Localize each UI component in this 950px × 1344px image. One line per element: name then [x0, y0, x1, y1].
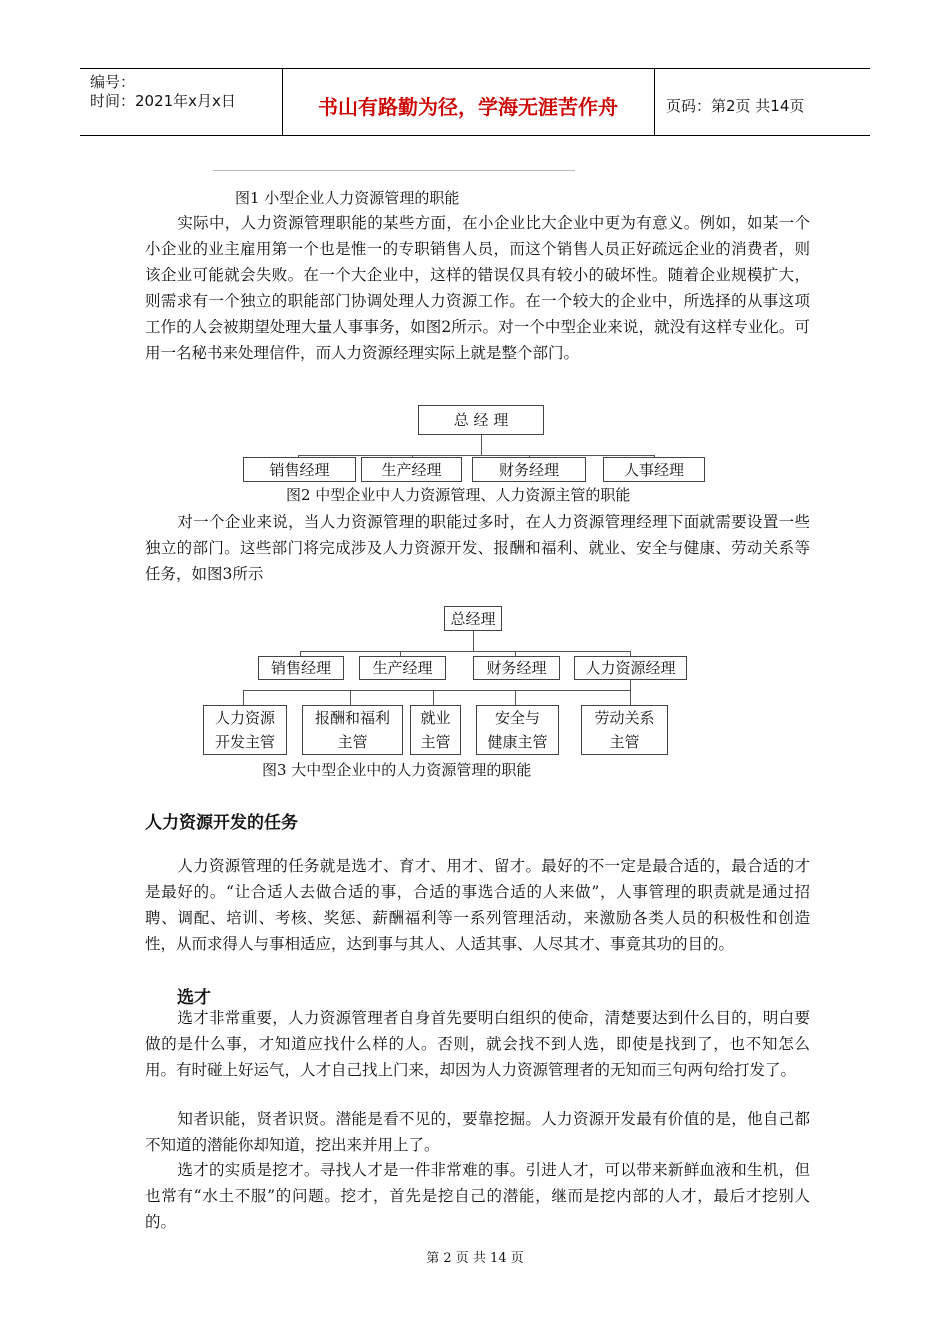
fig2-sales-manager-box: 销售经理 — [243, 457, 356, 482]
paragraph-3: 人力资源管理的任务就是选才、育才、用才、留才。最好的不一定是最合适的，最合适的才是最好的。“让合适人去做合适的事，合适的事选合适的人来做”，人事管理的职责就是通过招聘、调配、培训、考核、奖惩、薪酬福利等一系列管理活动，来激励各类人员的积极性和创造性，从而求得人与事相适应，达到事与其人、人适其事、人尽其才、事竟其功的目的。 — [145, 857, 810, 953]
header-divider-right — [654, 68, 655, 136]
section-title: 人力资源开发的任务 — [145, 813, 298, 833]
header-top-border — [80, 68, 870, 69]
header-time-label: 时间：2021年x月x日 — [90, 92, 236, 110]
figure3-caption: 图3 大中型企业中的人力资源管理的职能 — [262, 761, 532, 779]
fig3-hr-manager-box: 人力资源经理 — [574, 656, 687, 680]
fig3-labor-relations-box: 劳动关系 主管 — [581, 705, 668, 755]
fig3-connector — [473, 631, 474, 651]
fig3-connector — [243, 690, 244, 705]
fig2-personnel-manager-box: 人事经理 — [603, 457, 705, 482]
fig3-connector — [630, 680, 631, 690]
paragraph-2: 对一个企业来说，当人力资源管理的职能过多时，在人力资源管理经理下面就需要设置一些独立的部门。这些部门将完成涉及人力资源开发、报酬和福利、就业、安全与健康、劳动关系等任务，如图3所示 — [145, 513, 810, 583]
fig2-production-manager-box: 生产经理 — [361, 457, 462, 482]
subsection-title: 选才 — [177, 988, 211, 1008]
paragraph-5: 知者识能，贤者识贤。潜能是看不见的，要靠挖掘。人力资源开发最有价值的是，他自己都不知道的潜能你却知道，挖出来并用上了。 — [145, 1110, 810, 1154]
fig3-hr-development-box: 人力资源 开发主管 — [203, 705, 287, 755]
fig3-connector — [433, 690, 434, 705]
fig3-connector — [515, 690, 516, 705]
fig2-connector — [298, 455, 654, 456]
figure2-caption: 图2 中型企业中人力资源管理、人力资源主管的职能 — [286, 486, 631, 504]
fig3-connector — [243, 690, 630, 691]
fig2-connector — [481, 435, 482, 455]
fig3-connector — [630, 690, 631, 705]
fig3-general-manager-box: 总经理 — [444, 606, 502, 631]
figure1-rule — [213, 170, 575, 171]
fig3-sales-manager-box: 销售经理 — [258, 656, 344, 680]
figure1-caption: 图1 小型企业人力资源管理的职能 — [235, 189, 460, 207]
fig3-safety-health-box: 安全与 健康主管 — [476, 705, 559, 755]
fig2-finance-manager-box: 财务经理 — [472, 457, 586, 482]
fig3-employment-box: 就业 主管 — [410, 705, 461, 755]
header-bottom-border — [80, 135, 870, 136]
paragraph-4: 选才非常重要，人力资源管理者自身首先要明白组织的使命，清楚要达到什么目的，明白要做的是什么事，才知道应找什么样的人。否则，就会找不到人选，即使是找到了，也不知怎么用。有时碰上好运气，人才自己找上门来，却因为人力资源管理者的无知而三句两句给打发了。 — [145, 1009, 810, 1079]
fig3-finance-manager-box: 财务经理 — [473, 656, 560, 680]
fig2-general-manager-box: 总 经 理 — [418, 405, 544, 435]
fig3-connector — [350, 690, 351, 705]
header-page-info: 页码：第2页 共14页 — [666, 97, 805, 115]
fig3-production-manager-box: 生产经理 — [359, 656, 446, 680]
paragraph-6: 选才的实质是挖才。寻找人才是一件非常难的事。引进人才，可以带来新鲜血液和生机，但也常有“水土不服”的问题。挖才，首先是挖自己的潜能，继而是挖内部的人才，最后才挖别人的。 — [145, 1161, 810, 1231]
page-footer: 第 2 页 共 14 页 — [426, 1251, 524, 1266]
header-motto: 书山有路勤为径，学海无涯苦作舟 — [318, 95, 618, 119]
fig3-connector — [300, 651, 630, 652]
fig3-compensation-box: 报酬和福利 主管 — [302, 705, 403, 755]
header-number-label: 编号： — [90, 73, 136, 91]
paragraph-1: 实际中，人力资源管理职能的某些方面，在小企业比大企业中更为有意义。例如，如某一个小企业的业主雇用第一个也是惟一的专职销售人员，而这个销售人员正好疏远企业的消费者，则该企业可能就会失败。在一个大企业中，这样的错误仅具有较小的破坏性。随着企业规模扩大，则需求有一个独立的职能部门协调处理人力资源工作。在一个较大的企业中，所选择的从事这项工作的人会被期望处理大量人事事务，如图2所示。对一个中型企业来说，就没有这样专业化。可用一名秘书来处理信件，而人力资源经理实际上就是整个部门。 — [145, 214, 810, 362]
